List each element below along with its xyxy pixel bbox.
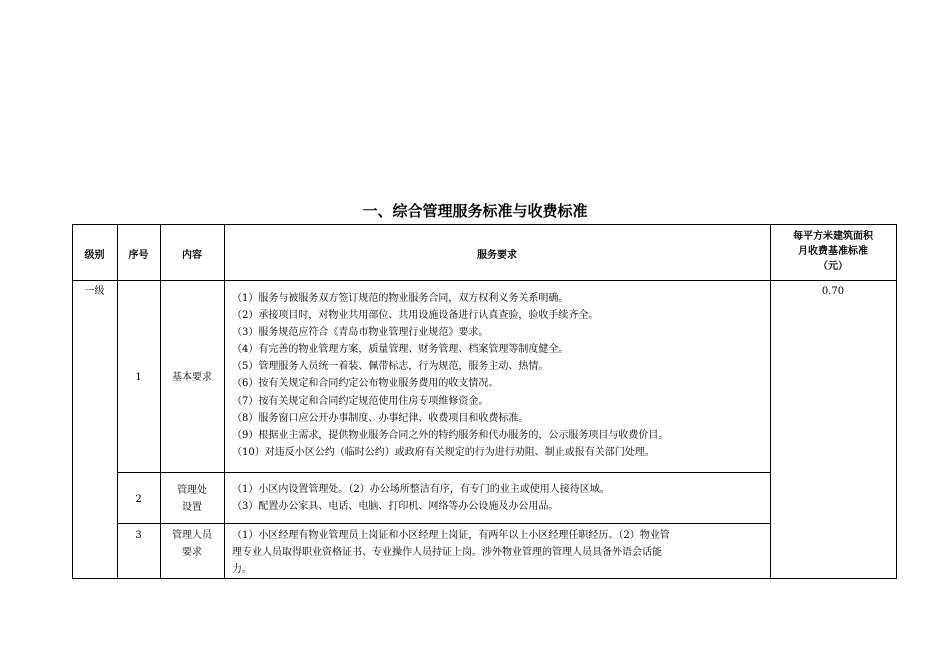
header-fee-line1: 每平方米建筑面积 — [793, 231, 873, 242]
list-item: （3）服务规范应符合《青岛市物业管理行业规范》要求。 — [232, 327, 489, 339]
header-fee — [770, 229, 896, 274]
list-item: （1）小区经理有物业管理员上岗证和小区经理上岗证，有两年以上小区经理任职经历。（2）物业管 — [232, 530, 670, 541]
row2-content: 管理处 设置 — [177, 485, 207, 513]
col-divider-requirements — [770, 224, 771, 579]
list-item: （1）服务与被服务双方签订规范的物业服务合同，双方权利义务关系明确。 — [232, 293, 569, 304]
row2-requirements — [232, 481, 610, 515]
col-divider-seq — [160, 224, 161, 579]
header-requirements: 服务要求 — [477, 250, 517, 261]
header-seq: 序号 — [128, 250, 149, 261]
list-item: （7）按有关规定和合同约定规范使用住房专项维修资金。 — [232, 395, 489, 407]
header-fee-line2: 月收费基准标准 — [798, 246, 868, 257]
header-level: 级别 — [84, 250, 105, 261]
header-content: 内容 — [182, 250, 202, 261]
table-left-border — [72, 224, 73, 579]
list-item: （6）按有关规定和合同约定公布物业服务费用的收支情况。 — [232, 378, 499, 390]
row1-seq: 1 — [135, 372, 142, 383]
fee-cell: 0.70 — [821, 286, 845, 297]
list-item: （2）承接项目时，对物业共用部位、共用设施设备进行认真查验，验收手续齐全。 — [232, 310, 599, 322]
level-cell: 一级 — [84, 286, 105, 297]
list-item: （3）配置办公家具、电话、电脑、打印机、网络等办公设施及办公用品。 — [232, 501, 559, 513]
table-top-border — [72, 224, 897, 225]
list-item: （4）有完善的物业管理方案，质量管理、财务管理、档案管理等制度健全。 — [232, 344, 569, 356]
list-item: （5）管理服务人员统一着装、佩带标志，行为规范，服务主动、热情。 — [232, 361, 549, 373]
col-divider-level — [117, 224, 118, 579]
header-fee-line3: （元） — [818, 261, 848, 272]
list-item: （1）小区内设置管理处。（2）办公场所整洁有序，有专门的业主或使用人接待区域。 — [232, 484, 610, 495]
table-right-border — [896, 224, 897, 579]
row1-content: 基本要求 — [172, 372, 212, 383]
row3-requirements — [232, 527, 670, 578]
col-divider-content — [224, 224, 225, 579]
list-item: （10）对违反小区公约（临时公约）或政府有关规定的行为进行劝阻、制止或报有关部门处理。 — [232, 446, 655, 458]
row1-requirements — [232, 290, 668, 461]
list-item: 力。 — [232, 564, 252, 576]
row1-bottom-border — [118, 472, 770, 473]
list-item: （8）服务窗口应公开办事制度、办事纪律、收费项目和收费标准。 — [232, 412, 529, 424]
row2-seq: 2 — [135, 494, 142, 505]
header-bottom-border — [72, 280, 897, 281]
row3-content: 管理人员 要求 — [172, 530, 212, 558]
list-item: （9）根据业主需求，提供物业服务合同之外的特约服务和代办服务的，公示服务项目与收费价目。 — [232, 429, 669, 441]
list-item: 理专业人员取得职业资格证书、专业操作人员持证上岗。涉外物业管理的管理人员具备外语会话能 — [232, 547, 662, 559]
row2-bottom-border — [118, 523, 770, 524]
row3-seq: 3 — [135, 530, 142, 541]
page-title: 一、综合管理服务标准与收费标准 — [362, 202, 588, 220]
